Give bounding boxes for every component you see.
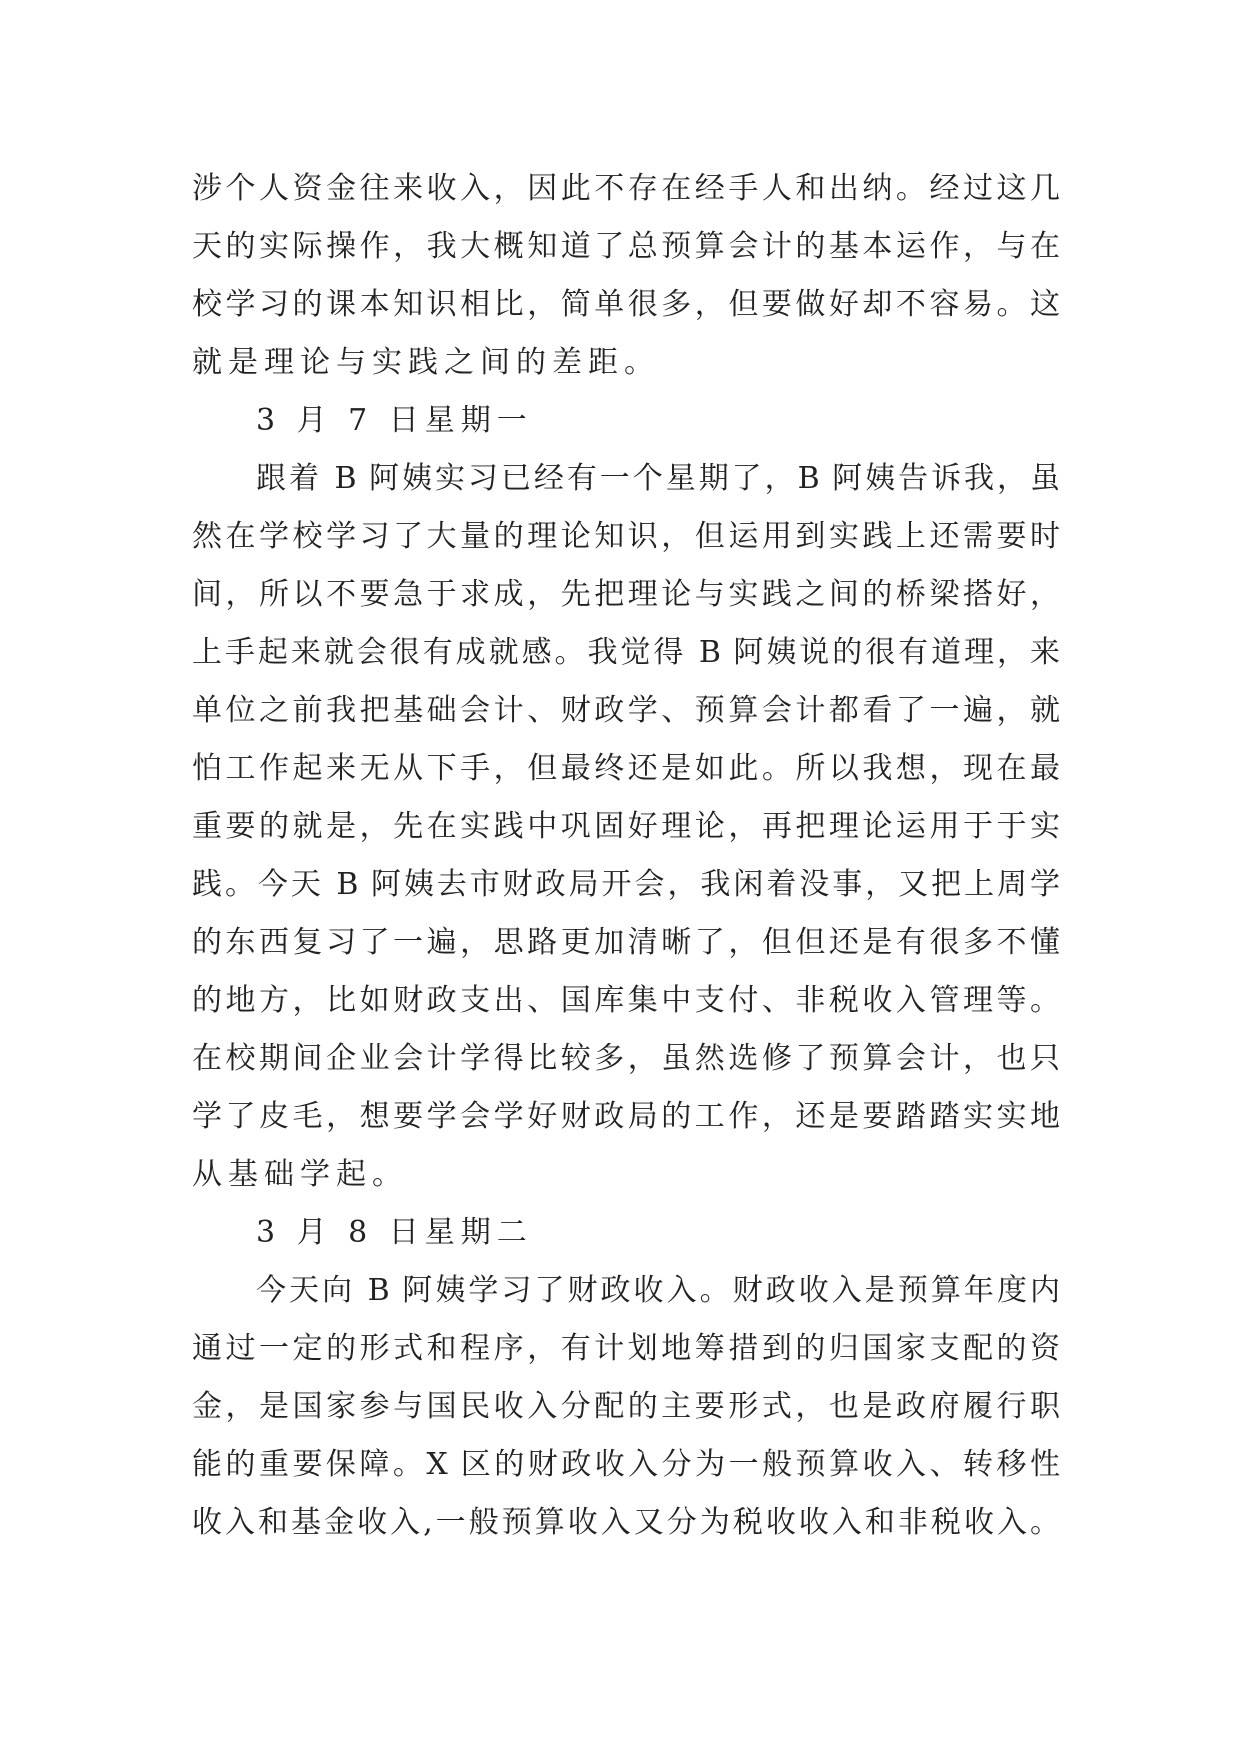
text-line: 校学习的课本知识相比，简单很多，但要做好却不容易。这 [192,287,1060,322]
text-line: 践。今天 B 阿姨去市财政局开会，我闲着没事，又把上周学 [192,867,1060,902]
text-line: 的地方，比如财政支出、国库集中支付、非税收入管理等。 [192,983,1060,1018]
text-line: 天的实际操作，我大概知道了总预算会计的基本运作，与在 [192,229,1060,264]
text-line: 跟着 B 阿姨实习已经有一个星期了，B 阿姨告诉我，虽 [256,461,1060,496]
text-line: 的东西复习了一遍，思路更加清晰了，但但还是有很多不懂 [192,925,1060,960]
document-body [192,160,1060,1552]
text-line: 能的重要保障。X 区的财政收入分为一般预算收入、转移性 [192,1447,1060,1482]
text-line: 间，所以不要急于求成，先把理论与实践之间的桥梁搭好， [192,577,1060,612]
text-line: 然在学校学习了大量的理论知识，但运用到实践上还需要时 [192,519,1060,554]
text-line: 重要的就是，先在实践中巩固好理论，再把理论运用于于实 [192,809,1060,844]
text-line: 单位之前我把基础会计、财政学、预算会计都看了一遍，就 [192,693,1060,728]
date-heading: 3 月 7 日星期一 [256,403,533,438]
text-line: 学了皮毛，想要学会学好财政局的工作，还是要踏踏实实地 [192,1099,1060,1134]
text-line: 收入和基金收入,一般预算收入又分为税收收入和非税收入。 [192,1505,1060,1540]
text-line: 涉个人资金往来收入，因此不存在经手人和出纳。经过这几 [192,171,1060,206]
text-line: 上手起来就会很有成就感。我觉得 B 阿姨说的很有道理，来 [192,635,1060,670]
text-line: 在校期间企业会计学得比较多，虽然选修了预算会计，也只 [192,1041,1060,1076]
text-line: 今天向 B 阿姨学习了财政收入。财政收入是预算年度内 [256,1273,1060,1308]
text-line: 就是理论与实践之间的差距。 [192,345,660,380]
date-heading: 3 月 8 日星期二 [256,1215,533,1250]
text-line: 从基础学起。 [192,1157,408,1192]
text-line: 怕工作起来无从下手，但最终还是如此。所以我想，现在最 [192,751,1060,786]
text-line: 金，是国家参与国民收入分配的主要形式，也是政府履行职 [192,1389,1060,1424]
text-line: 通过一定的形式和程序，有计划地筹措到的归国家支配的资 [192,1331,1060,1366]
